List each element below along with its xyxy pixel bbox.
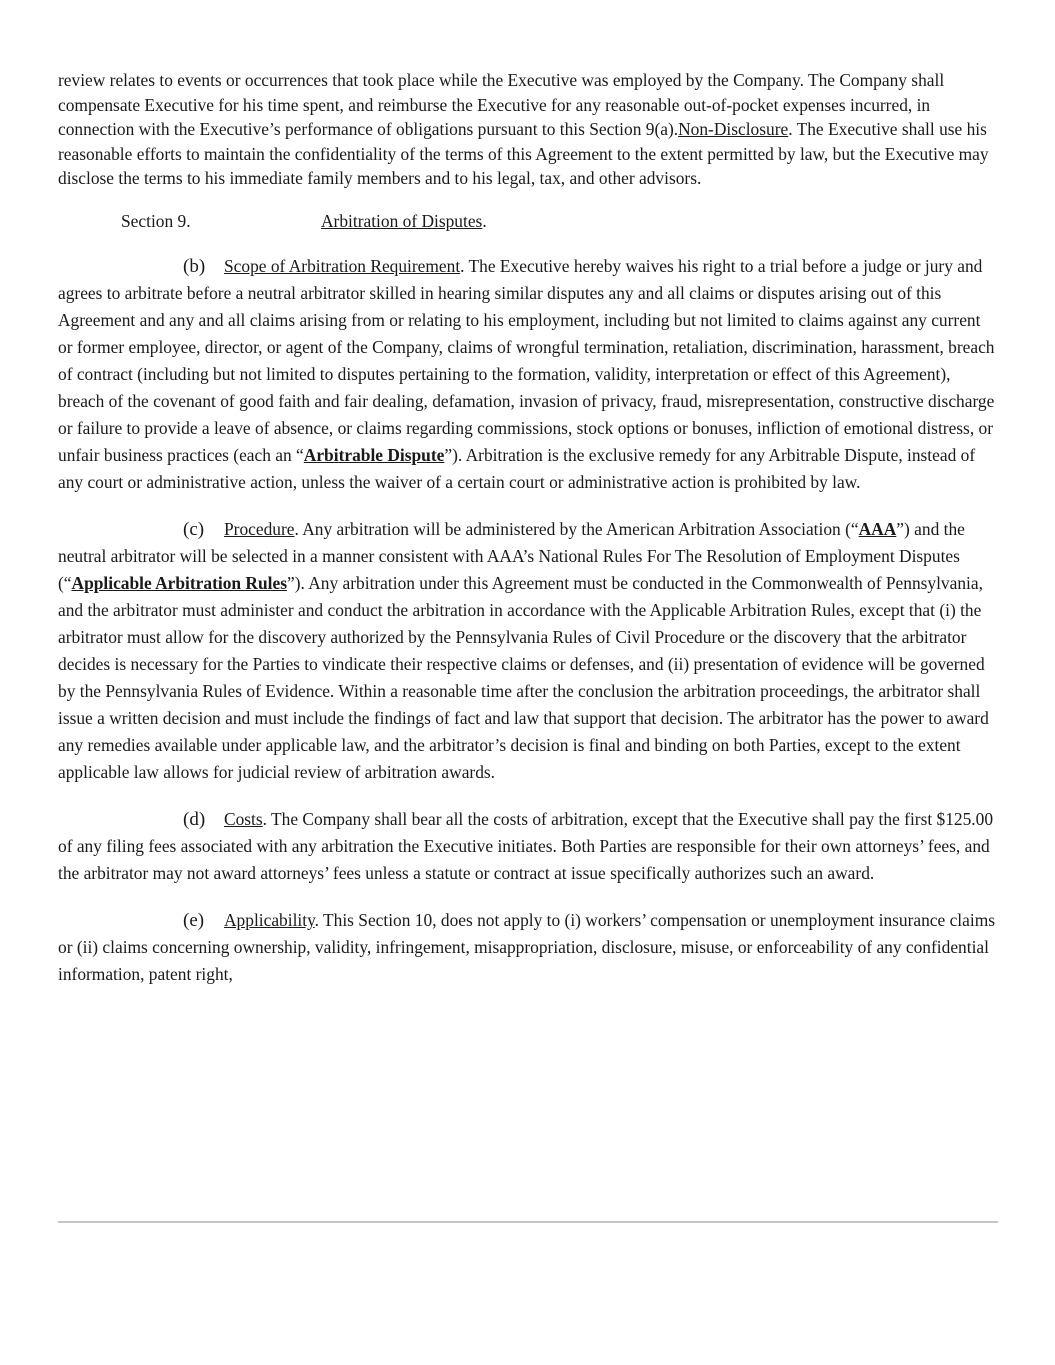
paragraph-c-heading: Procedure bbox=[224, 518, 295, 539]
paragraph-b bbox=[58, 253, 998, 496]
paragraph-e-heading: Applicability bbox=[224, 909, 315, 930]
paragraph-d-marker: (d) bbox=[183, 808, 206, 830]
defined-term-arbitrable-dispute: Arbitrable Dispute bbox=[303, 444, 445, 465]
paragraph-e-text: . This Section 10, does not apply to (i) workers’ compensation or unemployment insurance claims or (ii) claims concerning ownership, validity, infringement, misappropriation, disclosure, misuse, or enforceability of any confidential information, patent right, bbox=[58, 909, 995, 984]
section-title-suffix: . bbox=[482, 210, 487, 231]
paragraph-b-text: . The Executive hereby waives his right to a trial before a judge or jury and agrees to arbitrate before a neutral arbitrator skilled in hearing similar disputes any and all claims or disputes arising out of this Agreement and any and all claims arising from or relating to his employment, including but not limited to claims against any current or former employee, director, or agent of the Company, claims of wrongful termination, retaliation, discrimination, harassment, breach of contract (including but not limited to disputes pertaining to the formation, validity, interpretation or effect of this Agreement), breach of the covenant of good faith and fair dealing, defamation, invasion of privacy, fraud, misrepresentation, constructive discharge or failure to provide a leave of absence, or claims regarding commissions, stock options or bonuses, infliction of emotional distress, or unfair business practices (each an “ bbox=[58, 255, 995, 465]
paragraph-e-marker: (e) bbox=[183, 909, 205, 931]
paragraph-c bbox=[58, 516, 998, 786]
paragraph-c-marker: (c) bbox=[183, 518, 205, 540]
paragraph-e bbox=[58, 907, 998, 988]
paragraph-d-text: . The Company shall bear all the costs of arbitration, except that the Executive shall pay the first $125.00 of any filing fees associated with any arbitration the Executive initiates. Both Parties are responsible for their own attorneys’ fees, and the arbitrator may not award attorneys’ fees unless a statute or contract at issue specifically authorizes such an award. bbox=[58, 808, 994, 883]
paragraph-d-heading: Costs bbox=[224, 808, 263, 829]
paragraph-b-marker: (b) bbox=[183, 255, 206, 277]
intro-text-continued: . The Executive shall use his reasonable efforts to maintain the confidentiality of the terms of this Agreement to the extent permitted by law, but the Executive may disclose the terms to his immediate family members and to his legal, tax, and other advisors. bbox=[58, 119, 989, 189]
paragraph-d bbox=[58, 806, 998, 887]
footer-divider bbox=[58, 1221, 998, 1223]
intro-text: review relates to events or occurrences that took place while the Executive was employed by the Company. The Company shall compensate Executive for his time spent, and reimburse the Executive for any reasonable out-of-pocket expenses incurred, in connection with the Executive’s performance of obligations pursuant to this Section 9(a). bbox=[58, 70, 945, 140]
non-disclosure-heading: Non-Disclosure bbox=[678, 119, 789, 140]
defined-term-applicable-arbitration-rules: Applicable Arbitration Rules bbox=[71, 572, 287, 593]
section-number: Section 9. bbox=[121, 210, 191, 231]
paragraph-c-text: . Any arbitration will be administered by the American Arbitration Association (“ bbox=[294, 518, 859, 539]
intro-paragraph bbox=[58, 68, 998, 191]
document-page bbox=[58, 68, 998, 988]
paragraph-c-text-continued: ”) and the neutral arbitrator will be selected in a manner consistent with AAA’s National Rules For The Resolution of Employment Disputes (“ bbox=[58, 518, 965, 593]
defined-term-aaa: AAA bbox=[858, 518, 897, 539]
paragraph-b-text-continued: ”). Arbitration is the exclusive remedy for any Arbitrable Dispute, instead of any court or administrative action, unless the waiver of a certain court or administrative action is prohibited by law. bbox=[58, 444, 976, 492]
paragraph-c-text-end: ”). Any arbitration under this Agreement must be conducted in the Commonwealth of Pennsylvania, and the arbitrator must administer and conduct the arbitration in accordance with the Applicable Arbitration Rules, except that (i) the arbitrator must allow for the discovery authorized by the Pennsylvania Rules of Civil Procedure or the discovery that the arbitrator decides is necessary for the Parties to vindicate their respective claims or defenses, and (ii) presentation of evidence will be governed by the Pennsylvania Rules of Evidence. Within a reasonable time after the conclusion the arbitration proceedings, the arbitrator shall issue a written decision and must include the findings of fact and law that support that decision. The arbitrator has the power to award any remedies available under applicable law, and the arbitrator’s decision is final and binding on both Parties, except to the extent applicable law allows for judicial review of arbitration awards. bbox=[58, 572, 989, 782]
section-title: Arbitration of Disputes bbox=[321, 210, 483, 231]
section-heading bbox=[58, 209, 998, 233]
paragraph-b-heading: Scope of Arbitration Requirement bbox=[224, 255, 461, 276]
